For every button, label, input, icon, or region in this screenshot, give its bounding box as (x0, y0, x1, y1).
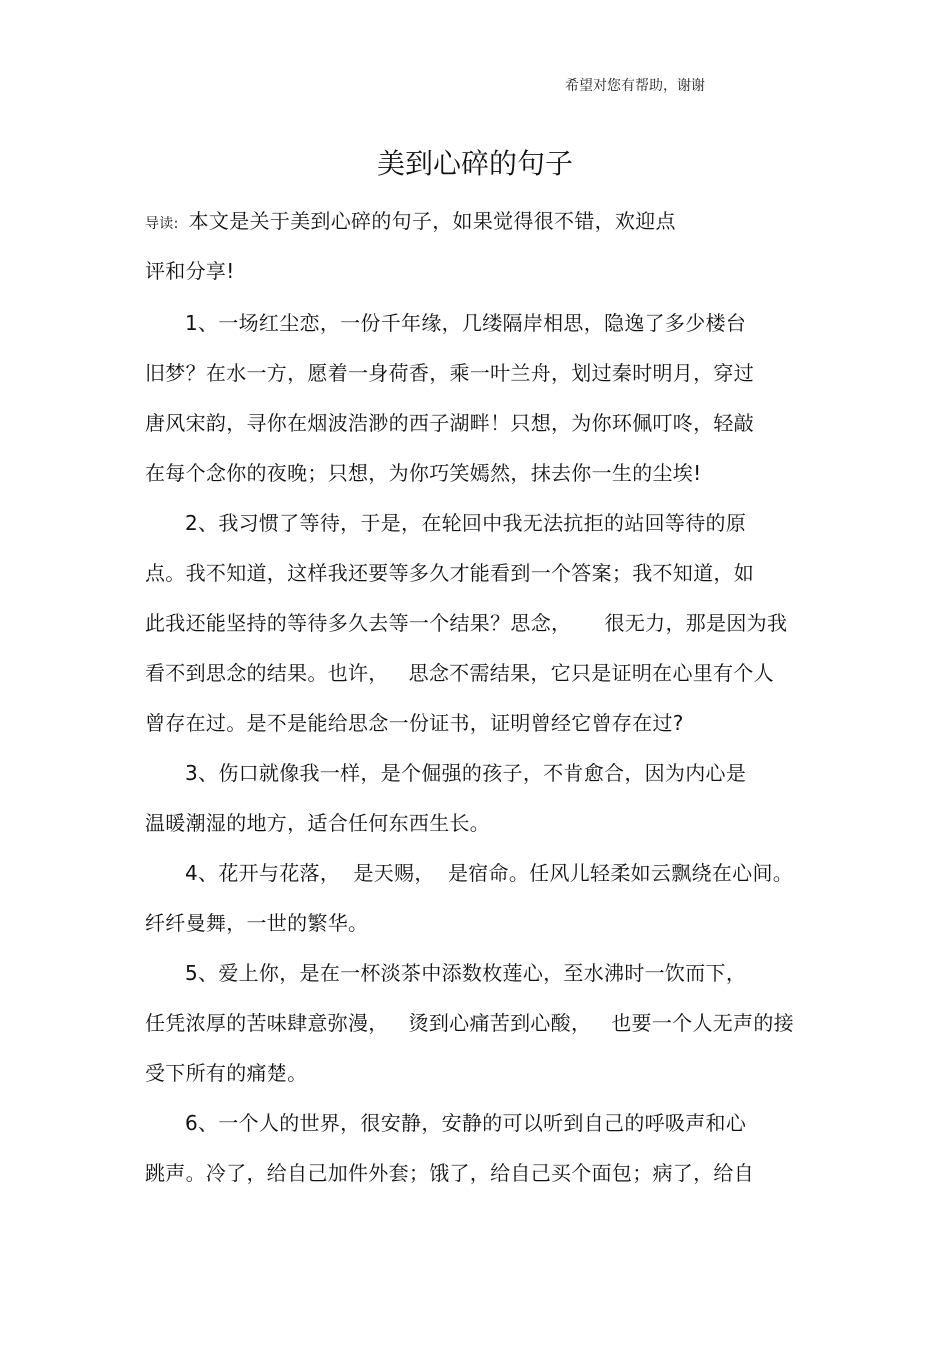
paragraph-line: 任凭浓厚的苦味肆意弥漫， 烫到心痛苦到心酸， 也要一个人无声的接 (145, 1011, 794, 1035)
paragraph-line: 点。我不知道，这样我还要等多久才能看到一个答案；我不知道，如 (145, 561, 754, 585)
paragraph-line: 受下所有的痛楚。 (145, 1061, 308, 1085)
paragraph-line: 3、伤口就像我一样，是个倔强的孩子，不肯愈合，因为内心是 (185, 761, 747, 785)
document-title: 美到心碎的句子 (376, 147, 573, 180)
paragraph-line: 2、我习惯了等待，于是，在轮回中我无法抗拒的站回等待的原 (185, 511, 747, 535)
intro-line-2: 评和分享! (145, 259, 235, 283)
paragraph-line: 跳声。冷了，给自己加件外套；饿了，给自己买个面包；病了，给自 (145, 1161, 754, 1185)
paragraph-line: 4、花开与花落， 是天赐， 是宿命。任风儿轻柔如云飘绕在心间。 (185, 861, 794, 885)
paragraph-line: 此我还能坚持的等待多久去等一个结果？思念， 很无力，那是因为我 (145, 611, 788, 635)
paragraph-line: 6、一个人的世界，很安静，安静的可以听到自己的呼吸声和心 (185, 1111, 747, 1135)
paragraph-line: 曾存在过。是不是能给思念一份证书，证明曾经它曾存在过? (145, 711, 684, 735)
paragraph-line: 5、爱上你，是在一杯淡茶中添数枚莲心，至水沸时一饮而下， (185, 961, 747, 985)
paragraph-line: 在每个念你的夜晚；只想，为你巧笑嫣然，抹去你一生的尘埃! (145, 461, 702, 485)
paragraph-line: 纤纤曼舞，一世的繁华。 (145, 911, 369, 935)
paragraph-line: 看不到思念的结果。也许， 思念不需结果，它只是证明在心里有个人 (145, 661, 774, 685)
paragraph-line: 旧梦？在水一方，愿着一身荷香，乘一叶兰舟，划过秦时明月，穿过 (145, 361, 754, 385)
paragraph-line: 1、一场红尘恋，一份千年缘，几缕隔岸相思，隐逸了多少楼台 (185, 311, 747, 335)
intro-label: 导读: (145, 216, 179, 232)
paragraph-line: 唐风宋韵，寻你在烟波浩渺的西子湖畔！只想，为你环佩叮咚，轻敲 (145, 411, 754, 435)
intro-text: 本文是关于美到心碎的句子，如果觉得很不错，欢迎点 (188, 209, 676, 233)
intro-line-1 (145, 205, 676, 234)
paragraph-line: 温暖潮湿的地方，适合任何东西生长。 (145, 811, 491, 835)
header-note: 希望对您有帮助，谢谢 (565, 78, 705, 94)
